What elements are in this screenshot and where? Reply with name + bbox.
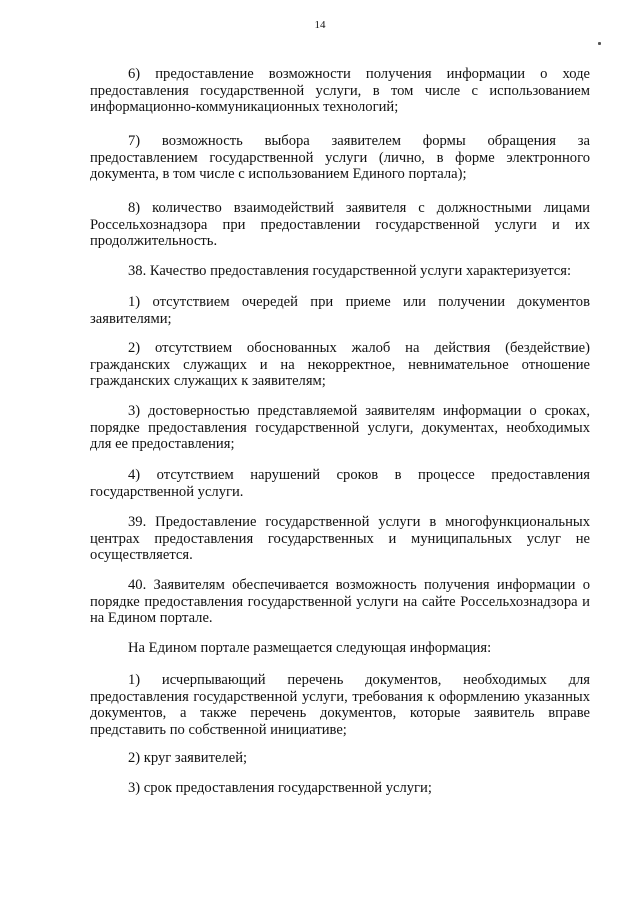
page-number: 14 <box>314 19 326 31</box>
paragraph-40: 40. Заявителям обеспечивается возможность получения информации о порядке предоставления государственной услуги на сайте Россельхознадзора и на Едином портале. <box>90 577 590 627</box>
portal-info-item-3: 3) срок предоставления государственной услуги; <box>128 780 432 796</box>
paragraph-38-item-3: 3) достоверностью представляемой заявителям информации о сроках, порядке предоставления государственной услуги, документах, необходимых для ее предоставления; <box>90 403 590 453</box>
paragraph-item-8: 8) количество взаимодействий заявителя с должностными лицами Россельхознадзора при предоставлении государственной услуги и их продолжительность. <box>90 200 590 250</box>
portal-info-item-2: 2) круг заявителей; <box>128 750 248 766</box>
paragraph-39: 39. Предоставление государственной услуги в многофункциональных центрах предоставления государственных и муниципальных услуг не осуществляется. <box>90 514 590 564</box>
paragraph-38: 38. Качество предоставления государственной услуги характеризуется: <box>128 263 572 279</box>
portal-info-item-1: 1) исчерпывающий перечень документов, необходимых для предоставления государственной услуги, требования к оформлению указанных документов, а также перечень документов, которые заявитель вправе представить по собственной инициативе; <box>90 672 590 738</box>
paragraph-38-item-1: 1) отсутствием очередей при приеме или получении документов заявителями; <box>90 294 590 327</box>
paragraph-item-7: 7) возможность выбора заявителем формы обращения за предоставлением государственной услуги (лично, в форме электронного документа, в том числе с использованием Единого портала); <box>90 133 590 183</box>
scan-mark <box>598 42 601 45</box>
paragraph-38-item-4: 4) отсутствием нарушений сроков в процессе предоставления государственной услуги. <box>90 467 590 500</box>
paragraph-38-item-2: 2) отсутствием обоснованных жалоб на действия (бездействие) гражданских служащих и на некорректное, невнимательное отношение гражданских служащих к заявителям; <box>90 340 590 390</box>
paragraph-item-6: 6) предоставление возможности получения информации о ходе предоставления государственной услуги, в том числе с использованием информационно-коммуникационных технологий; <box>90 66 590 116</box>
portal-info-intro: На Едином портале размещается следующая информация: <box>128 640 492 656</box>
